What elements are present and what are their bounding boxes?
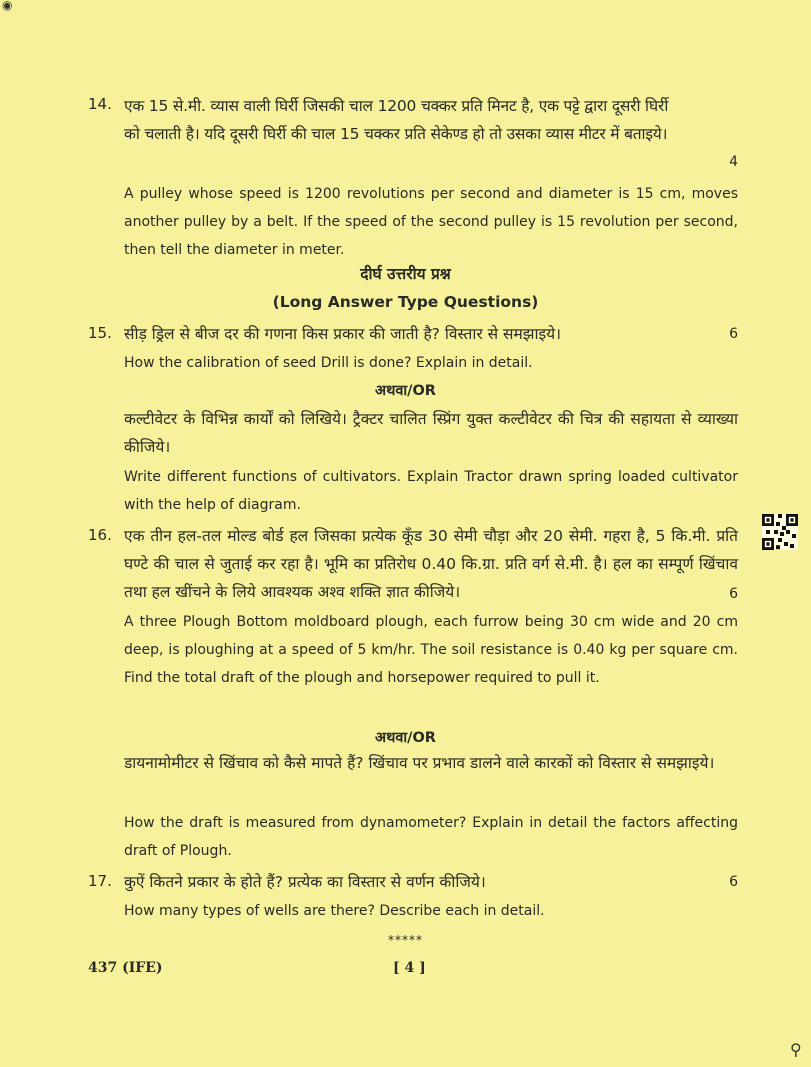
question-hindi-line-1: एक 15 से.मी. व्यास वाली घिर्री जिसकी चाल 1200 चक्कर प्रति मिनट है, एक पट्टे द्वारा दूसरी घिर्री [124,97,669,115]
or-divider: अथवा/OR [375,730,436,746]
alternative-hindi: कल्टीवेटर के विभिन्न कार्यों को लिखिये। ट्रैक्टर चालित स्प्रिंग युक्त कल्टीवेटर की चित्र की सहायता से व्याख्या कीजिये। [124,410,738,456]
qr-code-icon [762,514,798,550]
question-number: 15. [88,324,112,342]
alternative-hindi: डायनामोमीटर से खिंचाव को कैसे मापते हैं? खिंचाव पर प्रभाव डालने वाले कारकों को विस्तार से समझाइये। [124,754,715,772]
question-english: How the calibration of seed Drill is done? Explain in detail. [124,355,533,371]
question-hindi: एक तीन हल-तल मोल्ड बोर्ड हल जिसका प्रत्येक कूँड 30 सेमी चौड़ा और 20 सेमी. गहरा है, 5 कि.मी. प्रति घण्टे की चाल से जुताई कर रहा है। भूमि का प्रतिरोध 0.40 कि.ग्रा. प्रति वर्ग से.मी. है। हल का सम्पूर्ण खिंचाव तथा हल खींचने के लिये आवश्यक अश्व शक्ति ज्ञात कीजिये। [124,527,738,601]
section-title-hindi: दीर्घ उत्तरीय प्रश्न [360,265,451,283]
section-title-english: (Long Answer Type Questions) [272,293,539,311]
registration-mark-icon: ◉ [2,0,13,12]
question-marks: 6 [729,326,738,342]
registration-mark-icon: ⚲ [790,1040,802,1059]
question-number: 14. [88,95,112,113]
question-15-alternative [88,405,738,515]
question-16 [88,522,738,722]
question-marks: 6 [729,586,738,602]
question-marks: 4 [729,154,738,170]
page-number: [ 4 ] [393,960,426,976]
alternative-english: How the draft is measured from dynamometer? Explain in detail the factors affecting draft of Plough. [124,815,738,859]
question-14 [88,92,738,262]
question-number: 16. [88,526,112,544]
question-number: 17. [88,872,112,890]
question-hindi: कुऐं कितने प्रकार के होते हैं? प्रत्येक का विस्तार से वर्णन कीजिये। [124,873,486,891]
alternative-english: Write different functions of cultivators. Explain Tractor drawn spring loaded cultivator with the help of diagram. [124,469,738,513]
question-hindi-line-2: को चलाती है। यदि दूसरी घिर्री की चाल 15 चक्कर प्रति सेकेण्ड हो तो उसका व्यास मीटर में बताइये। [124,125,668,143]
question-english: How many types of wells are there? Describe each in detail. [124,903,545,919]
paper-code: 437 (IFE) [88,960,163,976]
question-16-alternative [88,749,738,864]
question-17 [88,868,738,928]
question-english: A pulley whose speed is 1200 revolutions per second and diameter is 15 cm, moves another pulley by a belt. If the speed of the second pulley is 15 revolution per second, then tell the diameter in meter. [124,186,738,258]
question-english: A three Plough Bottom moldboard plough, each furrow being 30 cm wide and 20 cm deep, is ploughing at a speed of 5 km/hr. The soil resistance is 0.40 kg per square cm. Find the total draft of the plough and horsepower required to pull it. [124,614,738,686]
or-divider: अथवा/OR [375,383,436,399]
question-marks: 6 [729,874,738,890]
end-of-paper-mark: ***** [388,933,423,947]
question-hindi: सीड़ ड्रिल से बीज दर की गणना किस प्रकार की जाती है? विस्तार से समझाइये। [124,325,561,343]
